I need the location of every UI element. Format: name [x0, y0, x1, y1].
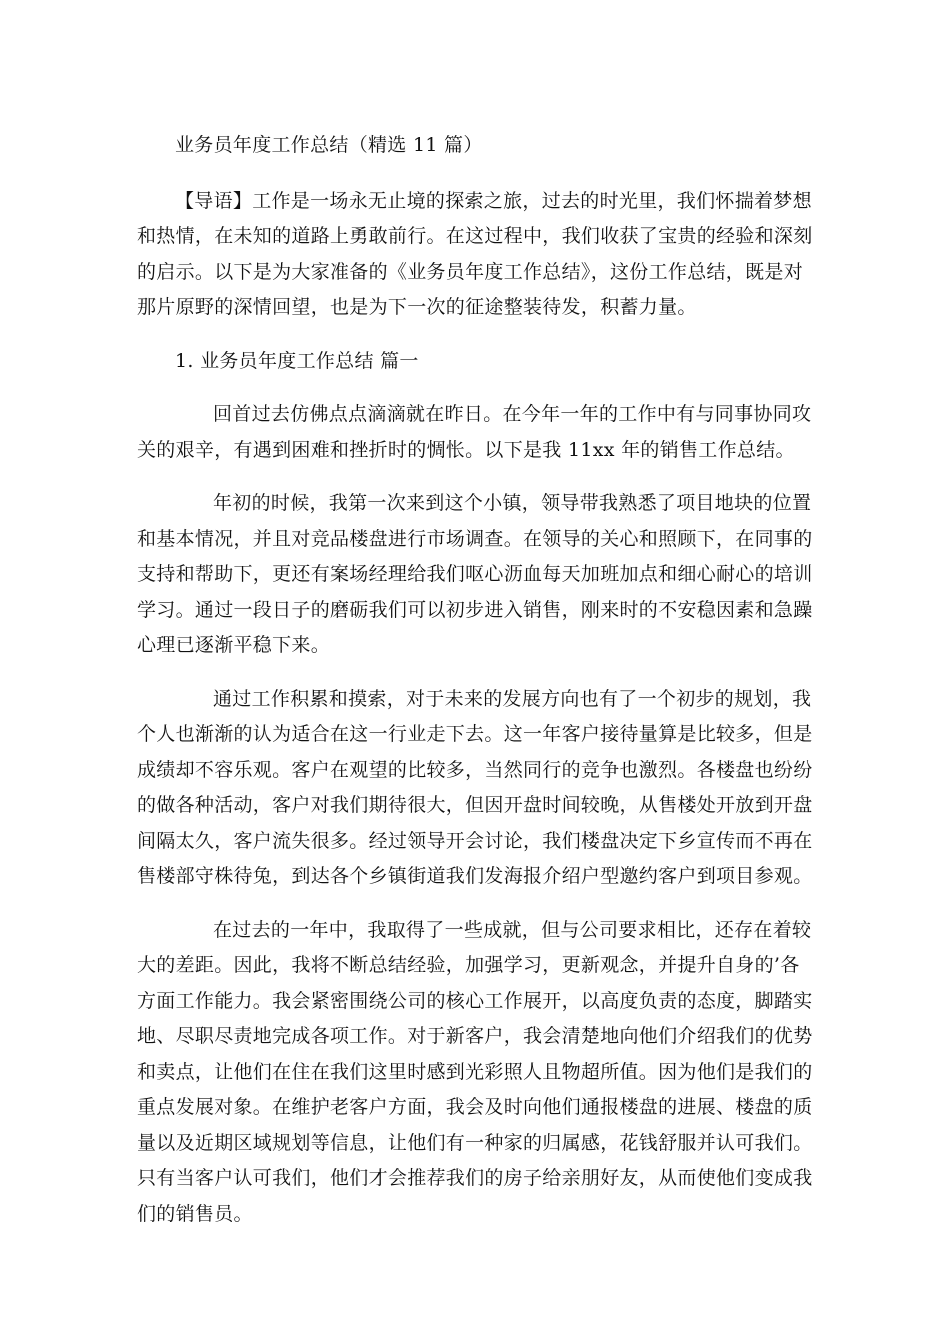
paragraph-line: 心理已逐渐平稳下来。 — [137, 634, 331, 656]
paragraph-line: 和卖点，让他们在住在我们这里时感到光彩照人且物超所值。因为他们是我们的 — [137, 1060, 813, 1083]
intro-line: 那片原野的深情回望，也是为下一次的征途整装待发，积蓄力量。 — [137, 296, 697, 318]
paragraph-line: 学习。通过一段日子的磨砺我们可以初步进入销售，刚来时的不安稳因素和急躁 — [137, 598, 813, 621]
body-paragraph-1 — [137, 397, 813, 468]
intro-line: 【导语】工作是一场永无止境的探索之旅，过去的时光里，我们怀揣着梦想 — [175, 189, 812, 212]
paragraph-line: 年初的时候，我第一次来到这个小镇，领导带我熟悉了项目地块的位置 — [213, 492, 812, 514]
paragraph-line: 成绩却不容乐观。客户在观望的比较多，当然同行的竞争也激烈。各楼盘也纷纷 — [137, 758, 813, 781]
paragraph-line: 只有当客户认可我们，他们才会推荐我们的房子给亲朋好友，从而使他们变成我 — [137, 1167, 813, 1189]
body-paragraph-4 — [137, 913, 813, 1233]
intro-line: 的启示。以下是为大家准备的《业务员年度工作总结》，这份工作总结，既是对 — [137, 260, 804, 283]
paragraph-line: 关的艰辛，有遇到困难和挫折时的惆怅。以下是我 11xx 年的销售工作总结。 — [137, 438, 795, 461]
paragraph-line: 们的销售员。 — [137, 1202, 253, 1225]
intro-paragraph — [137, 184, 813, 326]
section-heading: 1. 业务员年度工作总结 篇一 — [175, 349, 419, 372]
paragraph-line: 间隔太久，客户流失很多。经过领导开会讨论，我们楼盘决定下乡宣传而不再在 — [137, 829, 813, 852]
body-paragraph-2 — [137, 486, 813, 664]
paragraph-line: 方面工作能力。我会紧密围绕公司的核心工作展开，以高度负责的态度，脚踏实 — [137, 989, 813, 1012]
paragraph-line: 在过去的一年中，我取得了一些成就，但与公司要求相比，还存在着较 — [213, 918, 812, 941]
intro-line: 和热情，在未知的道路上勇敢前行。在这过程中，我们收获了宝贵的经验和深刻 — [137, 225, 813, 247]
paragraph-line: 个人也渐渐的认为适合在这一行业走下去。这一年客户接待量算是比较多，但是 — [137, 723, 813, 745]
paragraph-line: 大的差距。因此，我将不断总结经验，加强学习，更新观念，并提升自身的’各 — [137, 954, 800, 976]
paragraph-line: 通过工作积累和摸索，对于未来的发展方向也有了一个初步的规划，我 — [213, 687, 812, 710]
paragraph-line: 和基本情况，并且对竞品楼盘进行市场调查。在领导的关心和照顾下，在同事的 — [137, 527, 813, 550]
paragraph-line: 重点发展对象。在维护老客户方面，我会及时向他们通报楼盘的进展、楼盘的质 — [137, 1096, 813, 1118]
paragraph-line: 售楼部守株待兔，到达各个乡镇街道我们发海报介绍户型邀约客户到项目参观。 — [137, 865, 813, 887]
paragraph-line: 地、尽职尽责地完成各项工作。对于新客户，我会清楚地向他们介绍我们的优势 — [137, 1025, 813, 1047]
paragraph-line: 支持和帮助下，更还有案场经理给我们呕心沥血每天加班加点和细心耐心的培训 — [137, 563, 813, 585]
document-title: 业务员年度工作总结（精选 11 篇） — [175, 134, 483, 156]
paragraph-line: 回首过去仿佛点点滴滴就在昨日。在今年一年的工作中有与同事协同攻 — [213, 403, 812, 425]
body-paragraph-3 — [137, 682, 813, 895]
paragraph-line: 量以及近期区域规划等信息，让他们有一种家的归属感，花钱舒服并认可我们。 — [137, 1131, 813, 1154]
document-body — [137, 128, 813, 1250]
paragraph-line: 的做各种活动，客户对我们期待很大，但因开盘时间较晚，从售楼处开放到开盘 — [137, 794, 813, 816]
